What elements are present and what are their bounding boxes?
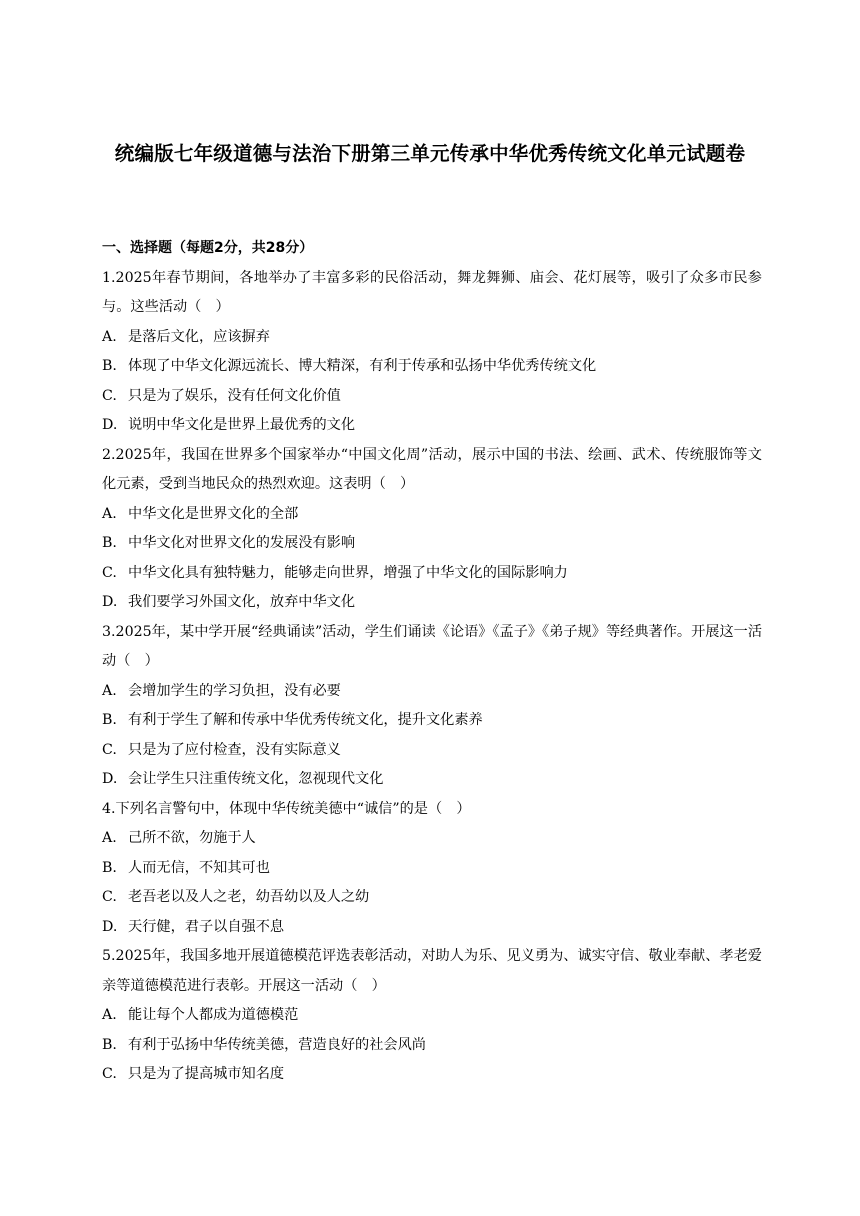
option-text: 中华文化是世界文化的全部 — [128, 505, 299, 522]
option-letter: C. — [102, 1066, 117, 1082]
question-3 — [102, 618, 762, 795]
option-text: 老吾老以及人之老，幼吾幼以及人之幼 — [128, 889, 370, 905]
option-letter: A. — [102, 1007, 117, 1023]
option-b — [102, 529, 762, 559]
option-a — [102, 323, 762, 353]
option-letter: C. — [102, 564, 117, 581]
option-text: 会增加学生的学习负担，没有必要 — [128, 682, 341, 699]
option-letter: A. — [102, 505, 117, 522]
option-text: 中华文化对世界文化的发展没有影响 — [128, 535, 356, 551]
option-text: 人而无信，不知其可也 — [128, 859, 270, 876]
option-c — [102, 382, 762, 412]
option-c — [102, 559, 762, 589]
option-b — [102, 352, 762, 382]
question-5 — [102, 942, 762, 1090]
option-text: 是落后文化，应该摒弃 — [128, 328, 270, 345]
option-text: 只是为了娱乐，没有任何文化价值 — [128, 387, 341, 404]
option-letter: A. — [102, 682, 117, 699]
option-text: 体现了中华文化源远流长、博大精深，有利于传承和弘扬中华优秀传统文化 — [128, 358, 597, 374]
option-letter: B. — [102, 859, 117, 876]
option-letter: C. — [102, 387, 117, 404]
option-letter: A. — [102, 328, 117, 345]
option-letter: B. — [102, 358, 117, 374]
option-d — [102, 765, 762, 795]
option-letter: C. — [102, 889, 117, 905]
option-a — [102, 1001, 762, 1031]
question-2 — [102, 441, 762, 618]
option-d — [102, 913, 762, 943]
question-stem: 5.2025年，我国多地开展道德模范评选表彰活动，对助人为乐、见义勇为、诚实守信、敬业奉献、孝老爱亲等道德模范进行表彰。开展这一活动（ ） — [102, 948, 762, 994]
option-c — [102, 883, 762, 913]
question-stem: 2.2025年，我国在世界多个国家举办“中国文化周”活动，展示中国的书法、绘画、武术、传统服饰等文化元素，受到当地民众的热烈欢迎。这表明（ ） — [102, 446, 762, 492]
option-text: 己所不欲，勿施于人 — [128, 830, 256, 846]
question-4 — [102, 795, 762, 943]
option-text: 我们要学习外国文化，放弃中华文化 — [128, 594, 356, 610]
question-1 — [102, 264, 762, 441]
option-text: 只是为了应付检查，没有实际意义 — [128, 741, 341, 758]
option-text: 有利于学生了解和传承中华优秀传统文化，提升文化素养 — [128, 712, 483, 728]
option-letter: A. — [102, 830, 117, 846]
option-c — [102, 1060, 762, 1090]
option-text: 中华文化具有独特魅力，能够走向世界，增强了中华文化的国际影响力 — [128, 564, 568, 581]
option-d — [102, 588, 762, 618]
question-stem: 1.2025年春节期间，各地举办了丰富多彩的民俗活动，舞龙舞狮、庙会、花灯展等，吸引了众多市民参与。这些活动（ ） — [102, 269, 762, 315]
question-stem: 4.下列名言警句中，体现中华传统美德中“诚信”的是（ ） — [102, 800, 471, 817]
option-text: 只是为了提高城市知名度 — [128, 1066, 285, 1082]
option-b — [102, 854, 762, 884]
option-d — [102, 411, 762, 441]
option-a — [102, 824, 762, 854]
option-a — [102, 500, 762, 530]
option-text: 说明中华文化是世界上最优秀的文化 — [128, 417, 356, 433]
option-letter: C. — [102, 741, 117, 758]
option-letter: B. — [102, 535, 117, 551]
question-stem: 3.2025年，某中学开展“经典诵读”活动，学生们诵读《论语》《孟子》《弟子规》等经典著作。开展这一活动（ ） — [102, 623, 763, 669]
document-body — [102, 234, 762, 1090]
option-text: 会让学生只注重传统文化，忽视现代文化 — [128, 771, 384, 787]
document-title: 统编版七年级道德与法治下册第三单元传承中华优秀传统文化单元试题卷 — [114, 142, 746, 165]
option-c — [102, 736, 762, 766]
option-text: 能让每个人都成为道德模范 — [128, 1007, 299, 1023]
option-a — [102, 677, 762, 707]
option-letter: D. — [102, 594, 118, 610]
option-letter: B. — [102, 1036, 117, 1053]
option-letter: B. — [102, 712, 117, 728]
option-letter: D. — [102, 918, 118, 935]
option-text: 有利于弘扬中华传统美德，营造良好的社会风尚 — [128, 1036, 426, 1053]
option-b — [102, 1031, 762, 1061]
option-text: 天行健，君子以自强不息 — [128, 918, 285, 935]
option-letter: D. — [102, 771, 118, 787]
option-letter: D. — [102, 417, 118, 433]
section-heading: 一、选择题（每题2分，共28分） — [102, 240, 314, 256]
option-b — [102, 706, 762, 736]
